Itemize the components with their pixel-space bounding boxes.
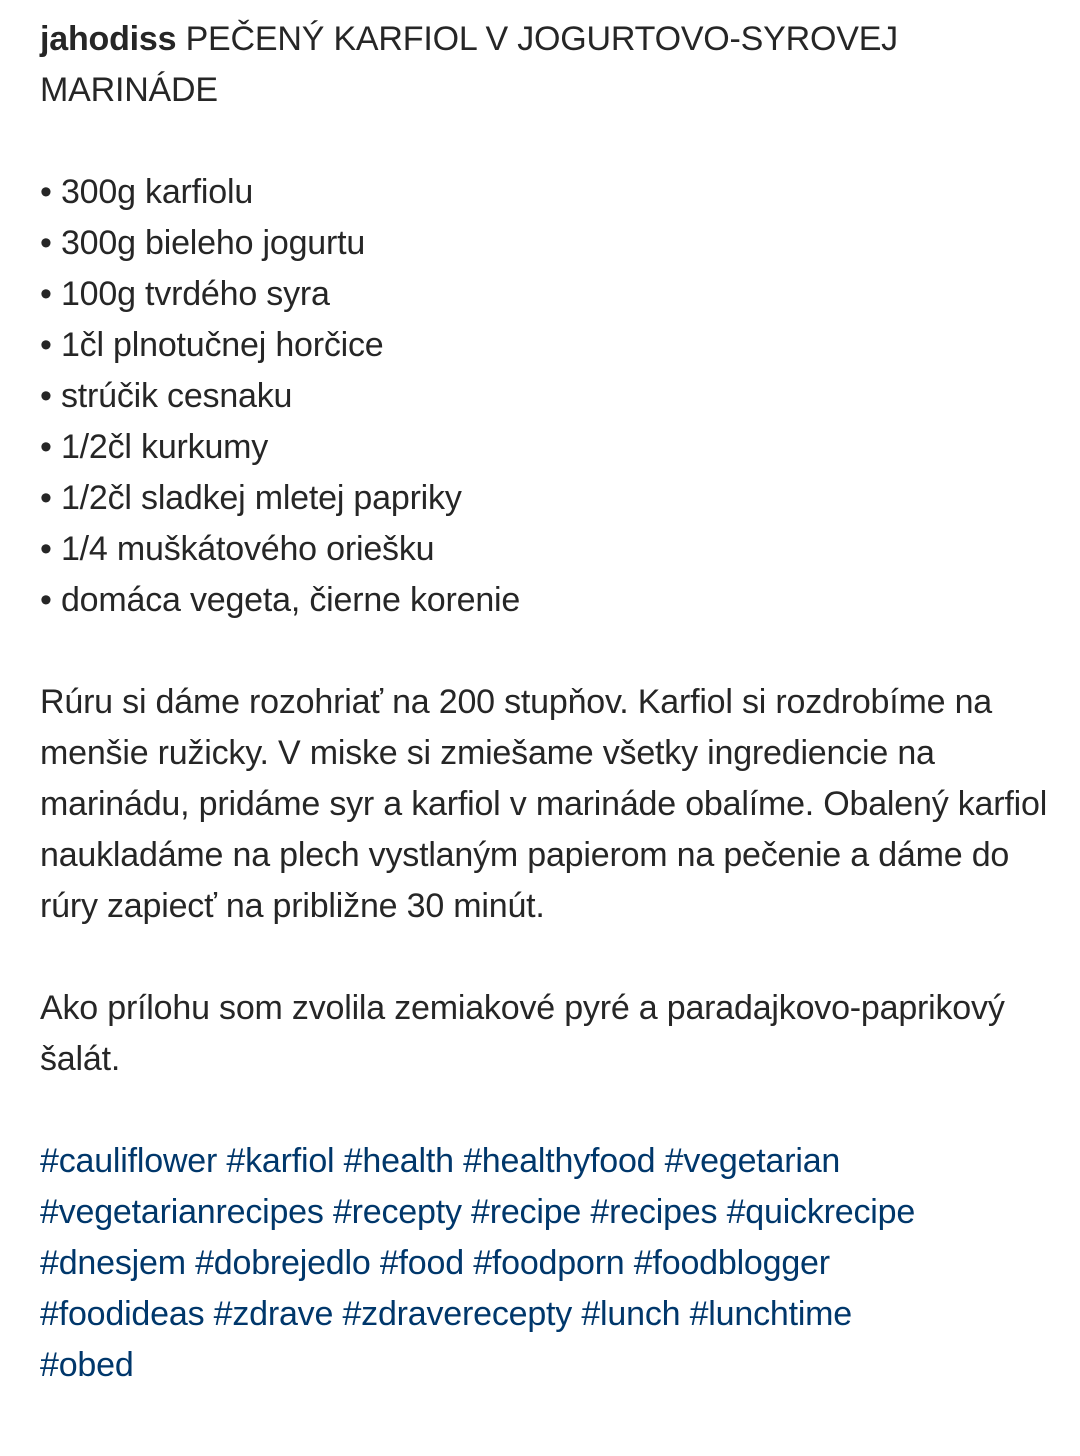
username-link[interactable]: jahodiss — [40, 20, 177, 58]
hashtag-link[interactable]: #foodideas — [40, 1295, 205, 1333]
hashtag-link[interactable]: #dobrejedlo — [195, 1244, 371, 1282]
hashtag-link[interactable]: #health — [343, 1142, 454, 1180]
hashtag-link[interactable]: #recipe — [471, 1193, 582, 1231]
ingredient-item: • 300g bieleho jogurtu — [40, 224, 366, 262]
hashtag-link[interactable]: #healthyfood — [463, 1142, 656, 1180]
instructions-paragraph: Rúru si dáme rozohriať na 200 stupňov. Karfiol si rozdrobíme na menšie ružicky. V miske si zmiešame všetky ingrediencie na marinádu, pridáme syr a karfiol v marináde obalíme. Obalený karfiol naukladáme na plech vystlaným papierom na pečenie a dáme do rúry zapiecť na približne 30 minút. — [40, 683, 1048, 925]
spacer — [40, 932, 1050, 983]
hashtag-link[interactable]: #zdraverecepty — [342, 1295, 573, 1333]
hashtag-link[interactable]: #vegetarian — [664, 1142, 841, 1180]
hashtag-link[interactable]: #lunch — [581, 1295, 681, 1333]
ingredient-item: • 1/2čl sladkej mletej papriky — [40, 479, 462, 517]
hashtag-link[interactable]: #foodporn — [473, 1244, 625, 1282]
post-caption — [40, 14, 1050, 1391]
hashtag-link[interactable]: #recepty — [332, 1193, 462, 1231]
hashtag-line — [40, 1289, 1050, 1340]
ingredient-item: • 1čl plnotučnej horčice — [40, 326, 384, 364]
hashtag-line — [40, 1238, 1050, 1289]
hashtag-link[interactable]: #zdrave — [213, 1295, 334, 1333]
hashtags — [40, 1136, 1050, 1391]
ingredient-item: • 1/4 muškátového oriešku — [40, 530, 435, 568]
hashtag-link[interactable]: #recipes — [590, 1193, 718, 1231]
hashtag-link[interactable]: #lunchtime — [689, 1295, 853, 1333]
hashtag-link[interactable]: #foodblogger — [633, 1244, 830, 1282]
hashtag-link[interactable]: #karfiol — [226, 1142, 335, 1180]
hashtag-line — [40, 1136, 1050, 1187]
hashtag-link[interactable]: #obed — [40, 1346, 134, 1384]
hashtag-link[interactable]: #quickrecipe — [726, 1193, 916, 1231]
hashtag-link[interactable]: #vegetarianrecipes — [40, 1193, 324, 1231]
recipe-title: PEČENÝ KARFIOL V JOGURTOVO-SYROVEJ MARINÁDE — [40, 20, 898, 109]
spacer — [40, 626, 1050, 677]
hashtag-link[interactable]: #cauliflower — [40, 1142, 218, 1180]
hashtag-line — [40, 1340, 1050, 1391]
hashtag-link[interactable]: #dnesjem — [40, 1244, 186, 1282]
side-dish-paragraph: Ako prílohu som zvolila zemiakové pyré a paradajkovo-paprikový šalát. — [40, 989, 1005, 1078]
spacer — [40, 116, 1050, 167]
hashtag-link[interactable]: #food — [379, 1244, 464, 1282]
spacer — [40, 1085, 1050, 1136]
ingredient-item: • domáca vegeta, čierne korenie — [40, 581, 521, 619]
ingredient-item: • 1/2čl kurkumy — [40, 428, 269, 466]
ingredients-list — [40, 167, 1050, 626]
caption-header — [40, 14, 1050, 116]
hashtag-line — [40, 1187, 1050, 1238]
ingredient-item: • 100g tvrdého syra — [40, 275, 330, 313]
ingredient-item: • strúčik cesnaku — [40, 377, 293, 415]
ingredient-item: • 300g karfiolu — [40, 173, 254, 211]
